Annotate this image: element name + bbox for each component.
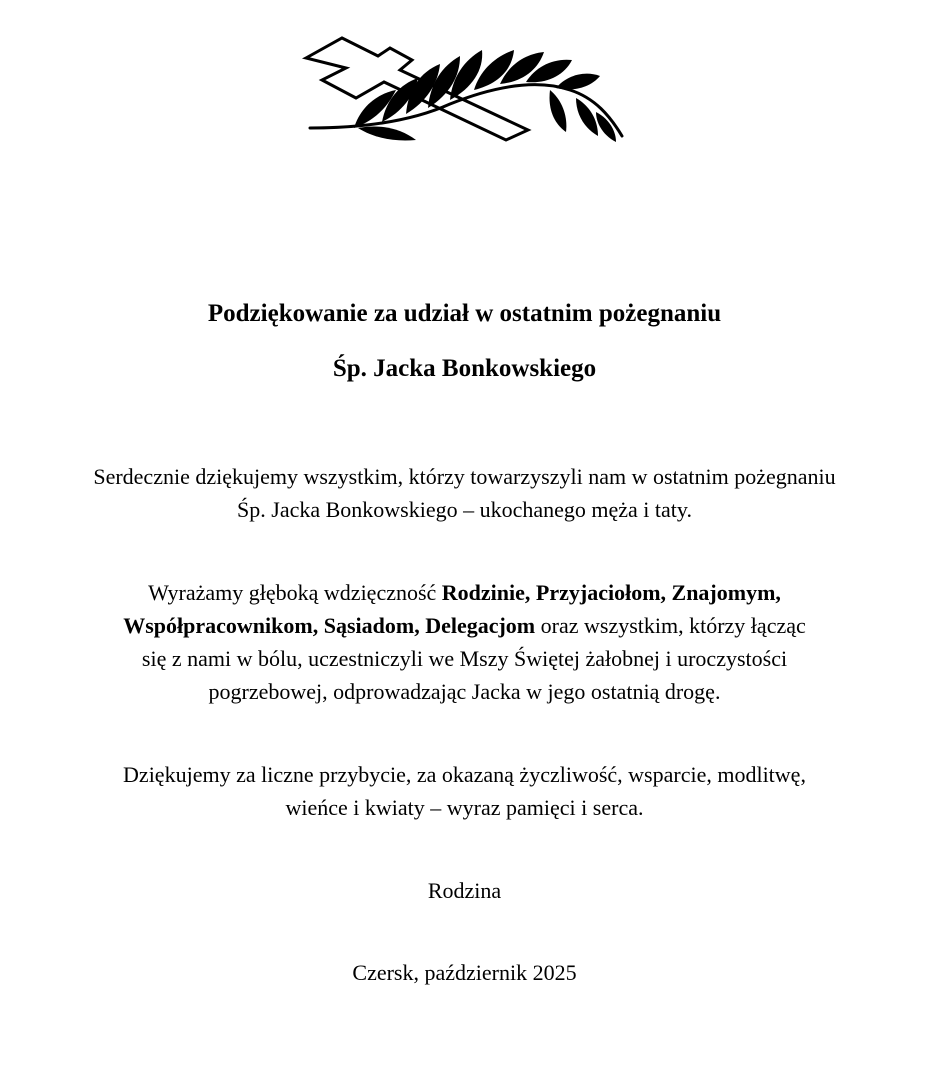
thanks-paragraph-3 — [20, 758, 909, 824]
paragraph-text: Wyrażamy głęboką wdzięczność — [148, 580, 442, 605]
paragraph-line: pogrzebowej, odprowadzając Jacka w jego ostatnią drogę. — [208, 679, 721, 704]
paragraph-line — [20, 576, 909, 609]
signature: Rodzina — [427, 878, 502, 903]
paragraph-line: się z nami w bólu, uczestniczyli we Mszy Świętej żałobnej i uroczystości — [141, 646, 788, 671]
paragraph-line — [20, 609, 909, 642]
paragraph-line: Serdecznie dziękujemy wszystkim, którzy towarzyszyli nam w ostatnim pożegnaniu — [93, 464, 836, 489]
paragraph-text: oraz wszystkim, którzy łącząc — [535, 613, 806, 638]
heading-line-1: Podziękowanie za udział w ostatnim pożegnaniu — [207, 300, 722, 327]
paragraph-line: Śp. Jacka Bonkowskiego – ukochanego męża i taty. — [237, 497, 692, 522]
paragraph-bold-text: Rodzinie, Przyjaciołom, Znajomym, — [441, 580, 781, 605]
heading-line-2: Śp. Jacka Bonkowskiego — [332, 355, 597, 382]
paragraph-bold-text: Współpracownikom, Sąsiadom, Delegacjom — [123, 613, 536, 638]
paragraph-line: Dziękujemy za liczne przybycie, za okazaną życzliwość, wsparcie, modlitwę, — [123, 762, 806, 787]
thanks-paragraph-1 — [20, 460, 909, 526]
place-date: Czersk, październik 2025 — [352, 960, 577, 985]
cross-palm-icon — [300, 32, 630, 144]
paragraph-line: wieńce i kwiaty – wyraz pamięci i serca. — [285, 795, 644, 820]
thanks-paragraph-2 — [20, 576, 909, 708]
